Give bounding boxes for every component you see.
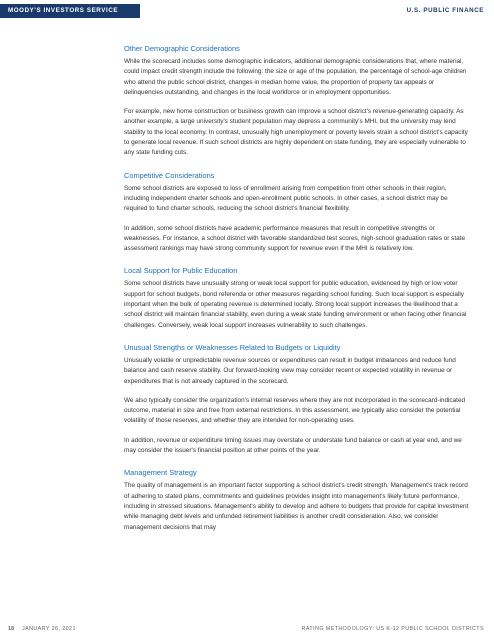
page-footer [0,626,494,636]
body-paragraph: The quality of management is an important factor supporting a school district's credit strength. Management's track record of adhering to stated plans, commitments and guidelines provides insight into management's likely future performance, including in stressed situations. Management's ability to develop and adhere to budgets that provide for capital investment while managing debt levels and unfunded retirement liabilities is another credit consideration. Also, we consider management decisions that may [124,482,469,531]
section-heading: Other Demographic Considerations [124,44,240,53]
page-number: 18 [8,626,14,632]
section-heading: Competitive Considerations [124,170,215,180]
body-paragraph: For example, new home construction or business growth can improve a school district's revenue-generating capacity. As another example, a large university's student population may depress a community's MHI, but the university may lend stability to the local economy. In contrast, unusually high unemployment or poverty levels strain a school district's capacity to generate local revenue. If such school districts are highly dependent on state funding, they are especially vulnerable to any state funding cuts. [124,108,468,157]
body-paragraph: While the scorecard includes some demographic indicators, additional demographic considerations that, where material, could impact credit strength include the following: the size or age of the population, the percentage of school-age children who attend the public school district, changes in median home value, the proportion of property tax appeals or delinquencies outstanding, and changes in the local workforce or in employment opportunities. [124,58,467,96]
section-label: U.S. PUBLIC FINANCE [406,7,484,14]
body-paragraph: Some school districts have unusually strong or weak local support for public education, evidenced by high or low voter support for school budgets, bond referenda or other measures regarding school funding. Such local support is especially important when the bulk of operating revenue is determined locally. Strong local support increases the likelihood that a school district will maintain financial stability, even during a weak state funding environment or when facing other financial challenges. Conversely, weak local support increases vulnerability to such challenges. [124,280,467,329]
section-heading: Unusual Strengths or Weaknesses Related to Budgets or Liquidity [124,342,341,352]
body-paragraph: Unusually volatile or unpredictable revenue sources or expenditures can result in budget imbalances and reduce fund balance and cash reserve stability. Our forward-looking view may consider recent or expected volatility in revenue or expenditures that is not already captured in the scorecard. [124,356,456,385]
body-paragraph: In addition, revenue or expenditure timing issues may overstate or understate fund balance or cash at year end, and we may consider the issuer's financial position at other points of the year. [124,436,462,455]
body-paragraph: In addition, some school districts have academic performance measures that result in competitive strengths or weaknesses. For instance, a school district with favorable standardized test scores, high-school graduation rates or state assessment rankings may have strong community support for revenue even if the MHI is relatively low. [124,224,466,253]
main-content [124,44,469,542]
brand-name: MOODY'S INVESTORS SERVICE [8,7,119,14]
body-paragraph: We also typically consider the organization's internal reserves where they are not incorporated in the scorecard-indicated outcome, material in size and free from external restrictions. In this assessment, we typically also consider the potential volatility of those reserves, and whether they are intended for non-operating uses. [124,396,466,425]
section-heading: Management Strategy [124,468,197,478]
section-heading: Local Support for Public Education [124,266,238,276]
publication-date: JANUARY 26, 2021 [22,626,76,632]
body-paragraph: Some school districts are exposed to loss of enrollment arising from competition from other schools in their region, including independent charter schools and open-enrollment public schools. In other cases, a school district may be required to fund charter schools, reducing the school district's financial flexibility. [124,184,448,213]
document-title: RATING METHODOLOGY: US K-12 PUBLIC SCHOOL DISTRICTS [301,626,484,632]
